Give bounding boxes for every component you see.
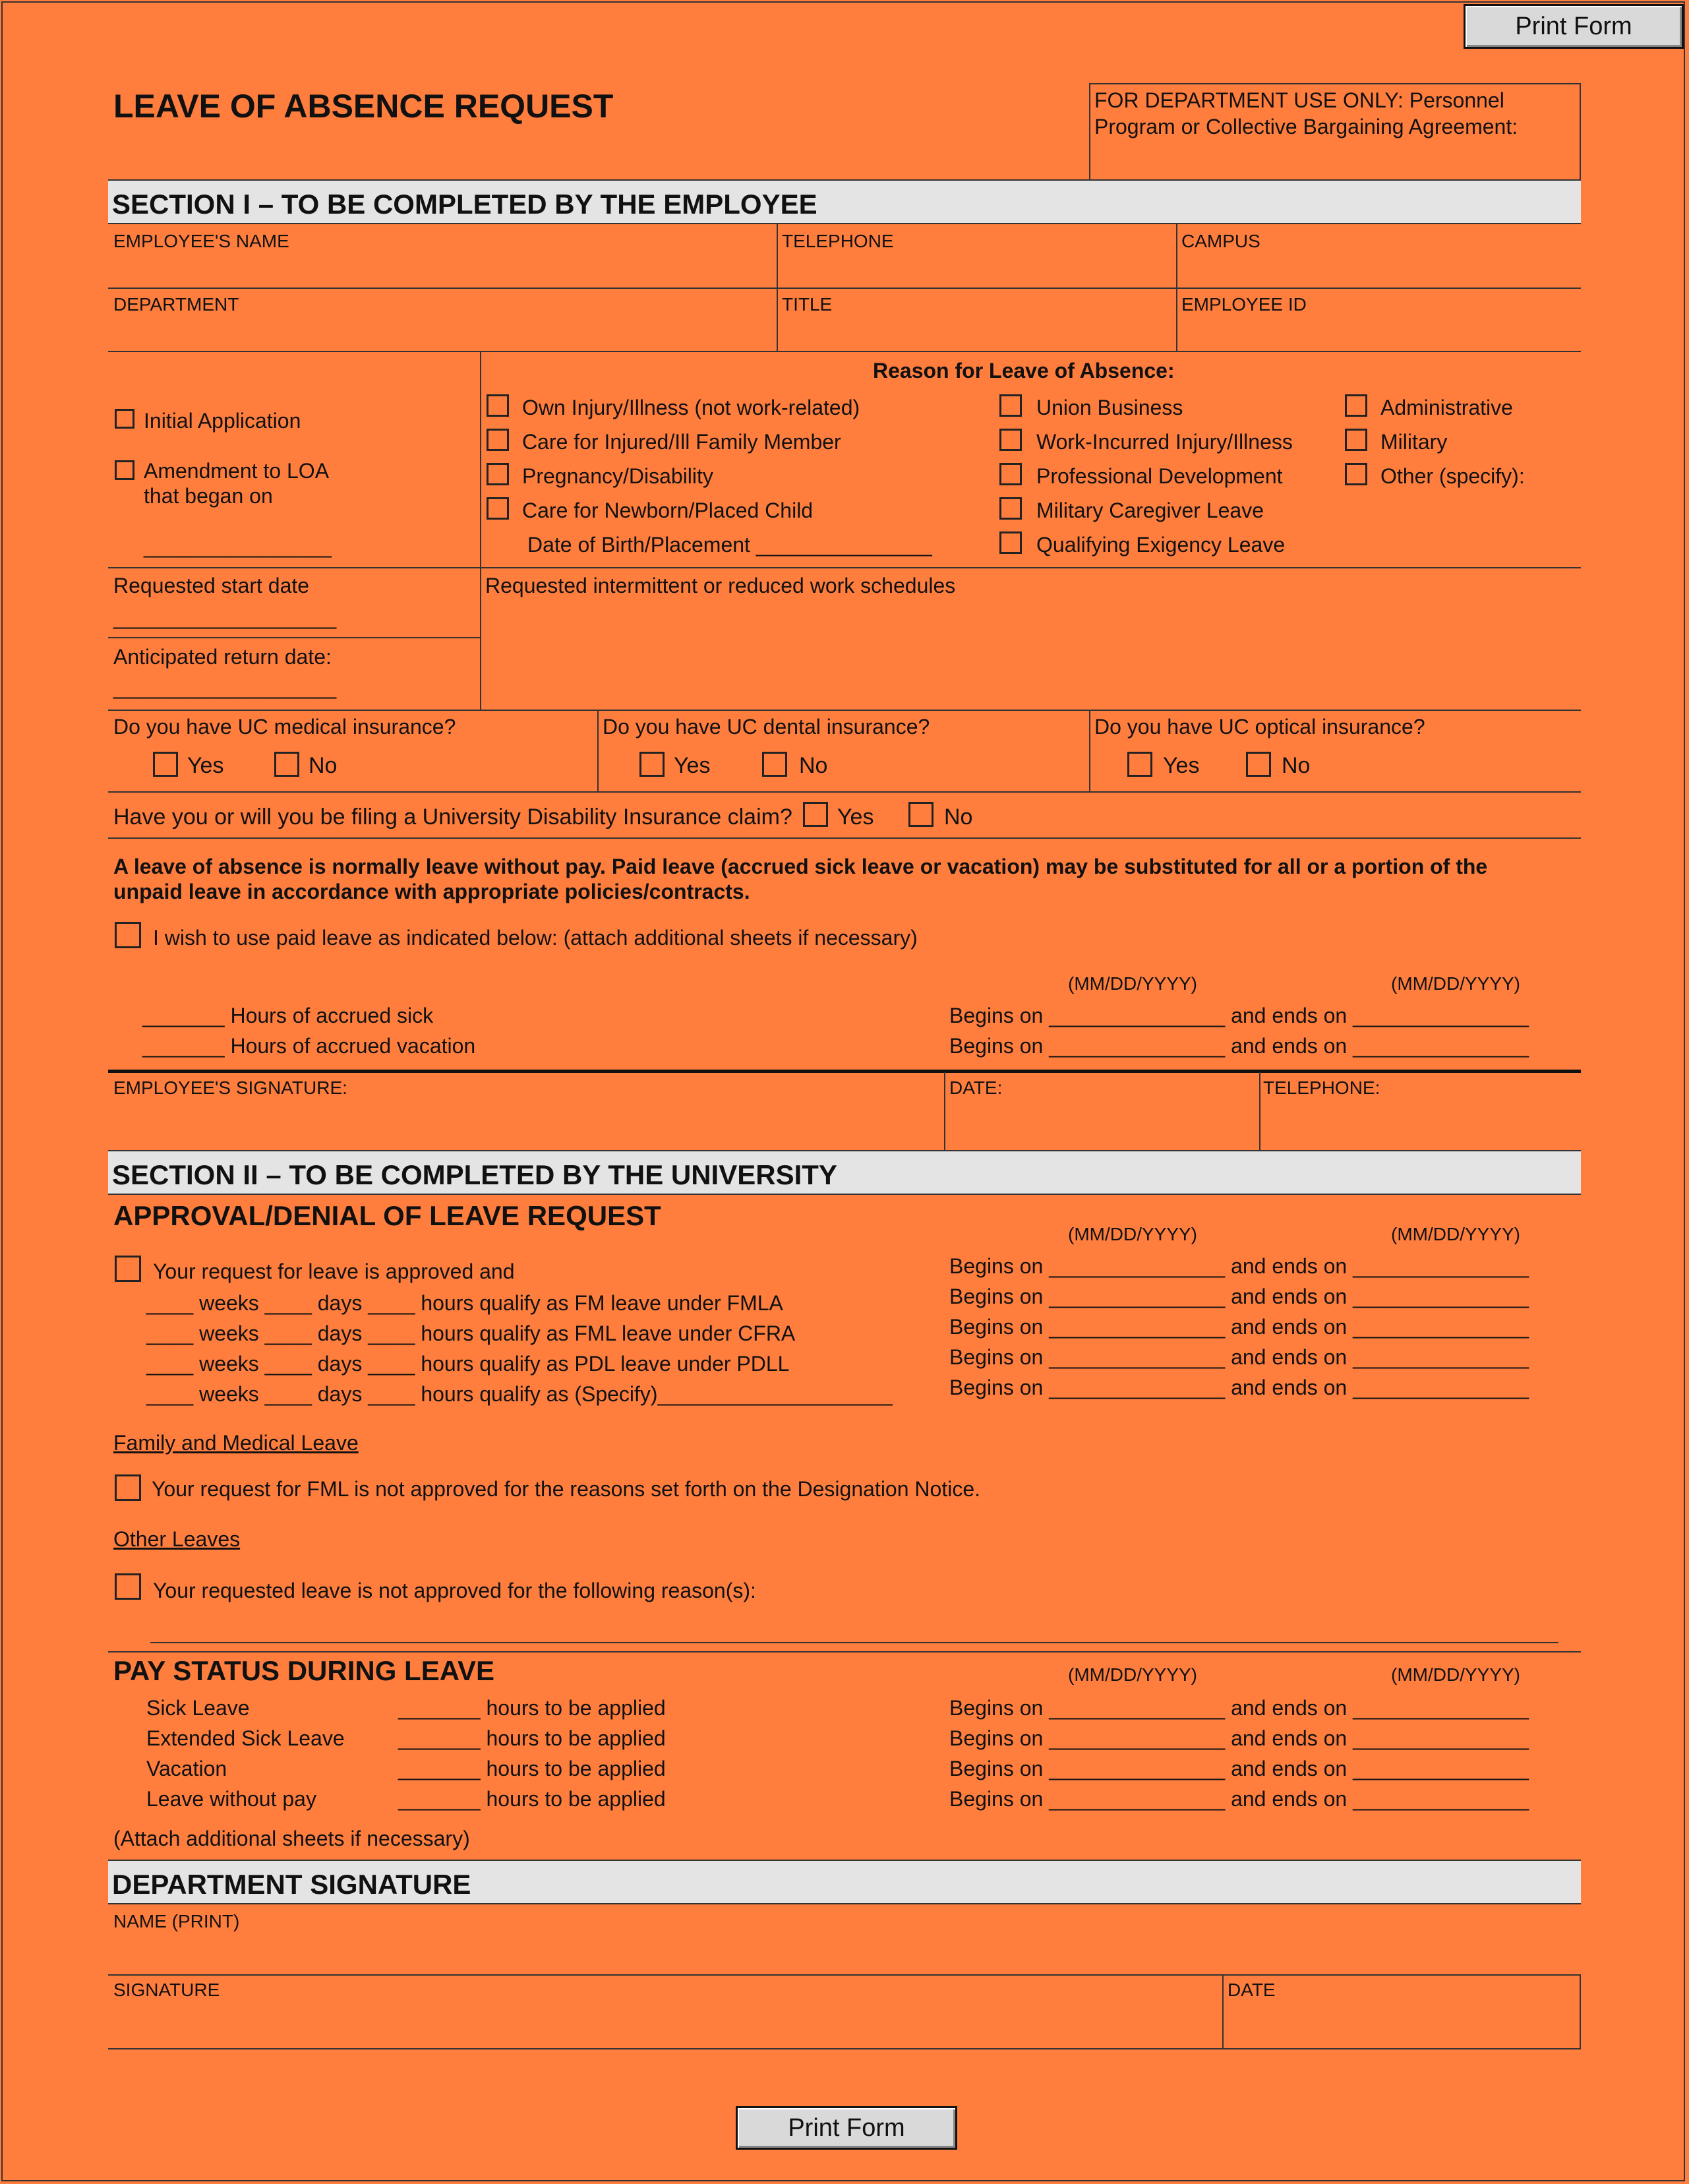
reason-other-label: Other (specify): — [1380, 464, 1525, 488]
approval-begins-0[interactable]: Begins on _______________ and ends on _______________ — [949, 1254, 1529, 1278]
approval-begins-2[interactable]: Begins on _______________ and ends on _______________ — [949, 1315, 1529, 1339]
print-form-button-top[interactable]: Print Form — [1464, 4, 1684, 49]
accrued-vacation-field[interactable]: _______ Hours of accrued vacation — [142, 1034, 476, 1058]
amendment-label-1: Amendment to LOA — [144, 459, 330, 483]
reason-military-checkbox[interactable] — [1345, 429, 1367, 451]
reason-newborn-checkbox[interactable] — [487, 497, 509, 520]
campus-label: CAMPUS — [1181, 231, 1260, 251]
dept-date-label: DATE — [1228, 1980, 1276, 2000]
reason-union-label: Union Business — [1036, 396, 1183, 419]
reason-pregnancy-checkbox[interactable] — [487, 463, 509, 485]
pay-sick-hours[interactable]: _______ hours to be applied — [398, 1696, 666, 1720]
dental-no-label: No — [799, 753, 828, 778]
amendment-label-2: that began on — [144, 484, 273, 508]
paid-leave-label: I wish to use paid leave as indicated below: (attach additional sheets if necessary) — [153, 926, 918, 950]
pay-vacation-dates[interactable]: Begins on _______________ and ends on _______________ — [949, 1757, 1529, 1780]
medical-yes-checkbox[interactable] — [153, 752, 178, 777]
start-date-blank[interactable]: ___________________ — [113, 605, 337, 629]
reason-exigency-label: Qualifying Exigency Leave — [1036, 533, 1286, 557]
disability-no-checkbox[interactable] — [908, 802, 933, 827]
paid-leave-notice-line1: A leave of absence is normally leave without pay. Paid leave (accrued sick leave or vacation) may be substituted for all or a portion of the — [113, 855, 1488, 878]
qualify-cfra[interactable]: ____ weeks ____ days ____ hours qualify as FML leave under CFRA — [146, 1321, 796, 1345]
section2-heading-band — [108, 1150, 1581, 1195]
section1-heading-band — [108, 179, 1581, 224]
approved-checkbox[interactable] — [115, 1256, 141, 1282]
other-leaves-heading: Other Leaves — [113, 1527, 241, 1551]
date-of-birth-field[interactable]: Date of Birth/Placement _______________ — [527, 533, 932, 557]
medical-no-label: No — [309, 753, 338, 778]
dental-insurance-question: Do you have UC dental insurance? — [603, 715, 930, 739]
return-date-blank[interactable]: ___________________ — [113, 675, 337, 699]
name-print-label: NAME (PRINT) — [113, 1911, 240, 1931]
section1-heading: SECTION I – TO BE COMPLETED BY THE EMPLOYEE — [112, 189, 817, 220]
accrued-vacation-dates[interactable]: Begins on _______________ and ends on _______________ — [949, 1034, 1529, 1058]
pay-lwop-label: Leave without pay — [146, 1787, 316, 1811]
denial-reason-line[interactable] — [150, 1642, 1558, 1643]
medical-no-checkbox[interactable] — [274, 752, 299, 777]
optical-yes-label: Yes — [1163, 753, 1200, 778]
qualify-fmla[interactable]: ____ weeks ____ days ____ hours qualify as FM leave under FMLA — [146, 1291, 783, 1315]
optical-yes-checkbox[interactable] — [1127, 752, 1152, 777]
department-label: DEPARTMENT — [113, 294, 239, 315]
other-denied-checkbox[interactable] — [115, 1573, 141, 1600]
pay-vacation-hours[interactable]: _______ hours to be applied — [398, 1757, 666, 1780]
reason-work-injury-checkbox[interactable] — [999, 429, 1022, 451]
reason-newborn-label: Care for Newborn/Placed Child — [522, 499, 814, 522]
initial-application-label: Initial Application — [144, 409, 301, 433]
reason-military-caregiver-checkbox[interactable] — [999, 497, 1022, 520]
pay-vacation-label: Vacation — [146, 1757, 227, 1780]
disability-yes-checkbox[interactable] — [803, 802, 828, 827]
dental-yes-label: Yes — [674, 753, 711, 778]
telephone-label: TELEPHONE — [782, 231, 894, 251]
dept-use-line1: FOR DEPARTMENT USE ONLY: Personnel — [1094, 88, 1504, 112]
fml-denied-label: Your request for FML is not approved for the reasons set forth on the Designation Notice. — [152, 1477, 980, 1501]
reason-own-illness-label: Own Injury/Illness (not work-related) — [522, 396, 860, 419]
pay-ext-sick-hours[interactable]: _______ hours to be applied — [398, 1726, 666, 1750]
optical-insurance-question: Do you have UC optical insurance? — [1094, 715, 1425, 739]
pay-lwop-hours[interactable]: _______ hours to be applied — [398, 1787, 666, 1811]
dept-signature-band — [108, 1860, 1581, 1904]
reason-prof-dev-label: Professional Development — [1036, 464, 1283, 488]
medical-insurance-question: Do you have UC medical insurance? — [113, 715, 456, 739]
disability-no-label: No — [944, 804, 973, 830]
start-date-label: Requested start date — [113, 574, 310, 597]
form-title: LEAVE OF ABSENCE REQUEST — [113, 88, 614, 125]
print-form-button-bottom[interactable]: Print Form — [736, 2106, 957, 2150]
signature-date-label: DATE: — [949, 1077, 1003, 1098]
attach-note: (Attach additional sheets if necessary) — [113, 1827, 470, 1850]
amendment-checkbox[interactable] — [115, 460, 134, 480]
pay-lwop-dates[interactable]: Begins on _______________ and ends on _______________ — [949, 1787, 1529, 1811]
initial-application-checkbox[interactable] — [115, 409, 134, 429]
reason-family-label: Care for Injured/Ill Family Member — [522, 430, 841, 454]
pay-sick-label: Sick Leave — [146, 1696, 250, 1720]
approval-heading: APPROVAL/DENIAL OF LEAVE REQUEST — [113, 1200, 661, 1231]
reason-work-injury-label: Work-Incurred Injury/Illness — [1036, 430, 1293, 454]
approval-begins-4[interactable]: Begins on _______________ and ends on _______________ — [949, 1376, 1529, 1399]
disability-question: Have you or will you be filing a University Disability Insurance claim? — [113, 804, 792, 830]
pay-ext-sick-label: Extended Sick Leave — [146, 1726, 345, 1750]
approval-date-format-begin: (MM/DD/YYYY) — [1068, 1224, 1197, 1244]
dept-signature-label: SIGNATURE — [113, 1980, 220, 2000]
return-date-label: Anticipated return date: — [113, 645, 332, 669]
reason-military-caregiver-label: Military Caregiver Leave — [1036, 499, 1264, 522]
reason-administrative-label: Administrative — [1380, 396, 1513, 419]
pay-date-format-begin: (MM/DD/YYYY) — [1068, 1664, 1197, 1685]
dental-yes-checkbox[interactable] — [639, 752, 665, 777]
accrued-sick-dates[interactable]: Begins on _______________ and ends on _______________ — [949, 1004, 1529, 1027]
reason-other-checkbox[interactable] — [1345, 463, 1367, 485]
section2-heading: SECTION II – TO BE COMPLETED BY THE UNIVERSITY — [112, 1159, 837, 1190]
approval-date-format-end: (MM/DD/YYYY) — [1391, 1224, 1520, 1244]
approval-begins-3[interactable]: Begins on _______________ and ends on _______________ — [949, 1345, 1529, 1369]
accrued-sick-field[interactable]: _______ Hours of accrued sick — [142, 1004, 434, 1027]
title-label: TITLE — [782, 294, 833, 315]
date-format-begin: (MM/DD/YYYY) — [1068, 973, 1197, 994]
reason-exigency-checkbox[interactable] — [999, 531, 1022, 554]
qualify-pdll[interactable]: ____ weeks ____ days ____ hours qualify as PDL leave under PDLL — [146, 1352, 790, 1376]
dept-signature-heading: DEPARTMENT SIGNATURE — [112, 1869, 471, 1900]
employee-name-label: EMPLOYEE'S NAME — [113, 231, 289, 251]
intermittent-label: Requested intermittent or reduced work schedules — [485, 574, 956, 597]
dental-no-checkbox[interactable] — [762, 752, 787, 777]
medical-yes-label: Yes — [187, 753, 224, 778]
reason-union-checkbox[interactable] — [999, 394, 1022, 417]
paid-leave-checkbox[interactable] — [115, 922, 141, 948]
approved-label: Your request for leave is approved and — [153, 1259, 515, 1283]
reason-prof-dev-checkbox[interactable] — [999, 463, 1022, 485]
pay-ext-sick-dates[interactable]: Begins on _______________ and ends on _______________ — [949, 1726, 1529, 1750]
disability-yes-label: Yes — [837, 804, 874, 830]
reason-administrative-checkbox[interactable] — [1345, 394, 1367, 417]
reason-military-label: Military — [1380, 430, 1448, 454]
optical-no-checkbox[interactable] — [1246, 752, 1271, 777]
qualify-specify[interactable]: ____ weeks ____ days ____ hours qualify as (Specify)____________________ — [146, 1382, 893, 1406]
dept-use-line2: Program or Collective Bargaining Agreement: — [1094, 115, 1518, 138]
reason-own-illness-checkbox[interactable] — [487, 394, 509, 417]
pay-date-format-end: (MM/DD/YYYY) — [1391, 1664, 1520, 1685]
reason-family-checkbox[interactable] — [487, 429, 509, 451]
fml-heading: Family and Medical Leave — [113, 1431, 359, 1455]
pay-sick-dates[interactable]: Begins on _______________ and ends on _______________ — [949, 1696, 1529, 1720]
fml-denied-checkbox[interactable] — [115, 1474, 141, 1501]
reason-pregnancy-label: Pregnancy/Disability — [522, 464, 713, 488]
amendment-date-blank[interactable]: ________________ — [144, 534, 332, 558]
date-format-end: (MM/DD/YYYY) — [1391, 973, 1520, 994]
reason-label: Reason for Leave of Absence: — [873, 359, 1175, 382]
paid-leave-notice-line2: unpaid leave in accordance with appropriate policies/contracts. — [113, 880, 750, 903]
signature-telephone-label: TELEPHONE: — [1263, 1077, 1380, 1098]
other-denied-label: Your requested leave is not approved for the following reason(s): — [153, 1579, 756, 1602]
optical-no-label: No — [1282, 753, 1311, 778]
employee-signature-label: EMPLOYEE'S SIGNATURE: — [113, 1077, 347, 1098]
pay-status-heading: PAY STATUS DURING LEAVE — [113, 1655, 494, 1686]
employee-id-label: EMPLOYEE ID — [1181, 294, 1307, 315]
approval-begins-1[interactable]: Begins on _______________ and ends on _______________ — [949, 1285, 1529, 1308]
